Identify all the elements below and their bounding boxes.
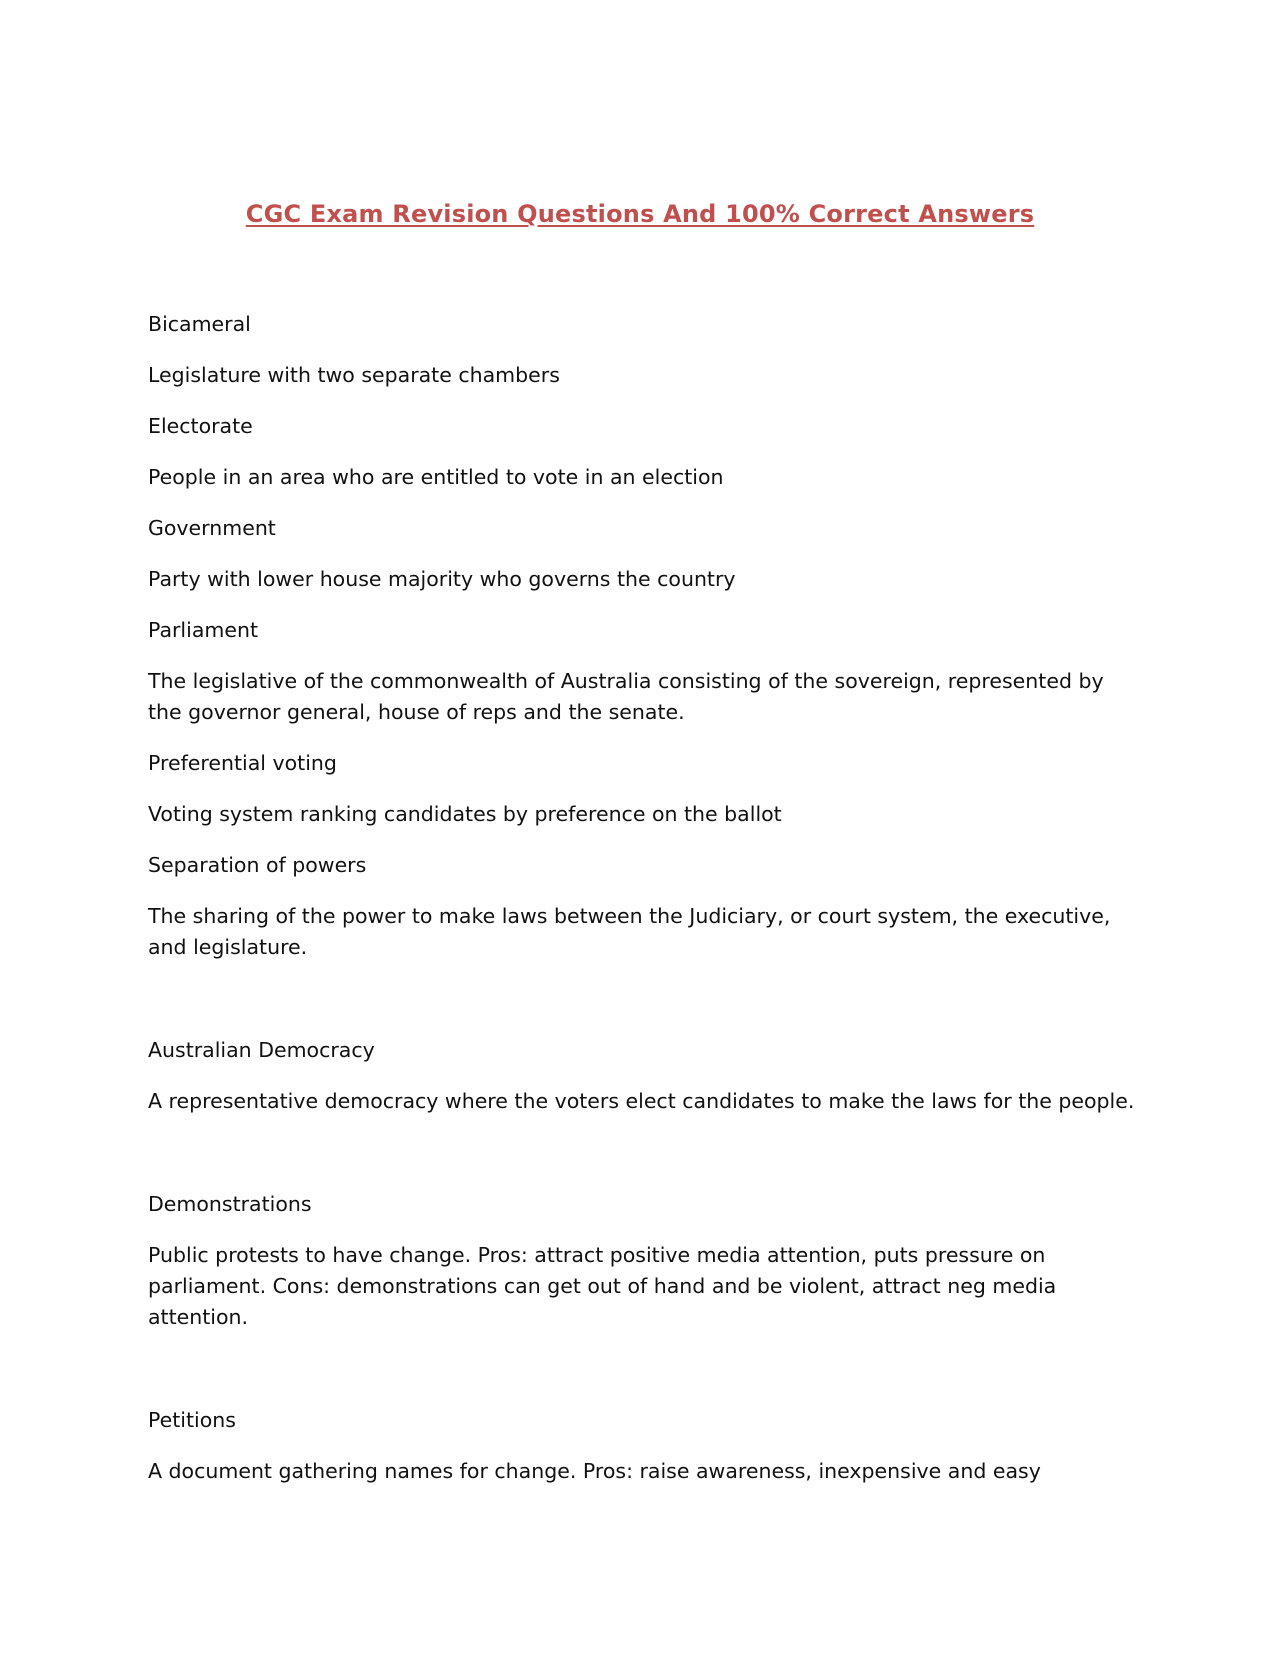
- term-government: Government: [148, 516, 276, 540]
- definition-bicameral: Legislature with two separate chambers: [148, 363, 560, 387]
- term-preferential-voting: Preferential voting: [148, 751, 337, 775]
- qa-list: [148, 309, 1138, 1507]
- term-bicameral: Bicameral: [148, 312, 251, 336]
- definition-australian-democracy: A representative democracy where the voters elect candidates to make the laws for the people.: [148, 1089, 1135, 1113]
- term-parliament: Parliament: [148, 618, 258, 642]
- term-electorate: Electorate: [148, 414, 253, 438]
- term-demonstrations: Demonstrations: [148, 1192, 312, 1216]
- definition-petitions: A document gathering names for change. Pros: raise awareness, inexpensive and easy: [148, 1459, 1041, 1483]
- term-separation-of-powers: Separation of powers: [148, 853, 367, 877]
- definition-electorate: People in an area who are entitled to vote in an election: [148, 465, 724, 489]
- term-australian-democracy: Australian Democracy: [148, 1038, 375, 1062]
- definition-preferential-voting: Voting system ranking candidates by preference on the ballot: [148, 802, 782, 826]
- definition-parliament: The legislative of the commonwealth of Australia consisting of the sovereign, represented by the governor general, house of reps and the senate.: [148, 669, 1104, 724]
- term-petitions: Petitions: [148, 1408, 236, 1432]
- page-title: CGC Exam Revision Questions And 100% Correct Answers: [245, 200, 1035, 228]
- definition-demonstrations: Public protests to have change. Pros: attract positive media attention, puts pressure on parliament. Cons: demonstrations can get out of hand and be violent, attract neg media attention.: [148, 1243, 1057, 1329]
- definition-government: Party with lower house majority who governs the country: [148, 567, 736, 591]
- definition-separation-of-powers: The sharing of the power to make laws between the Judiciary, or court system, the executive, and legislature.: [148, 904, 1111, 959]
